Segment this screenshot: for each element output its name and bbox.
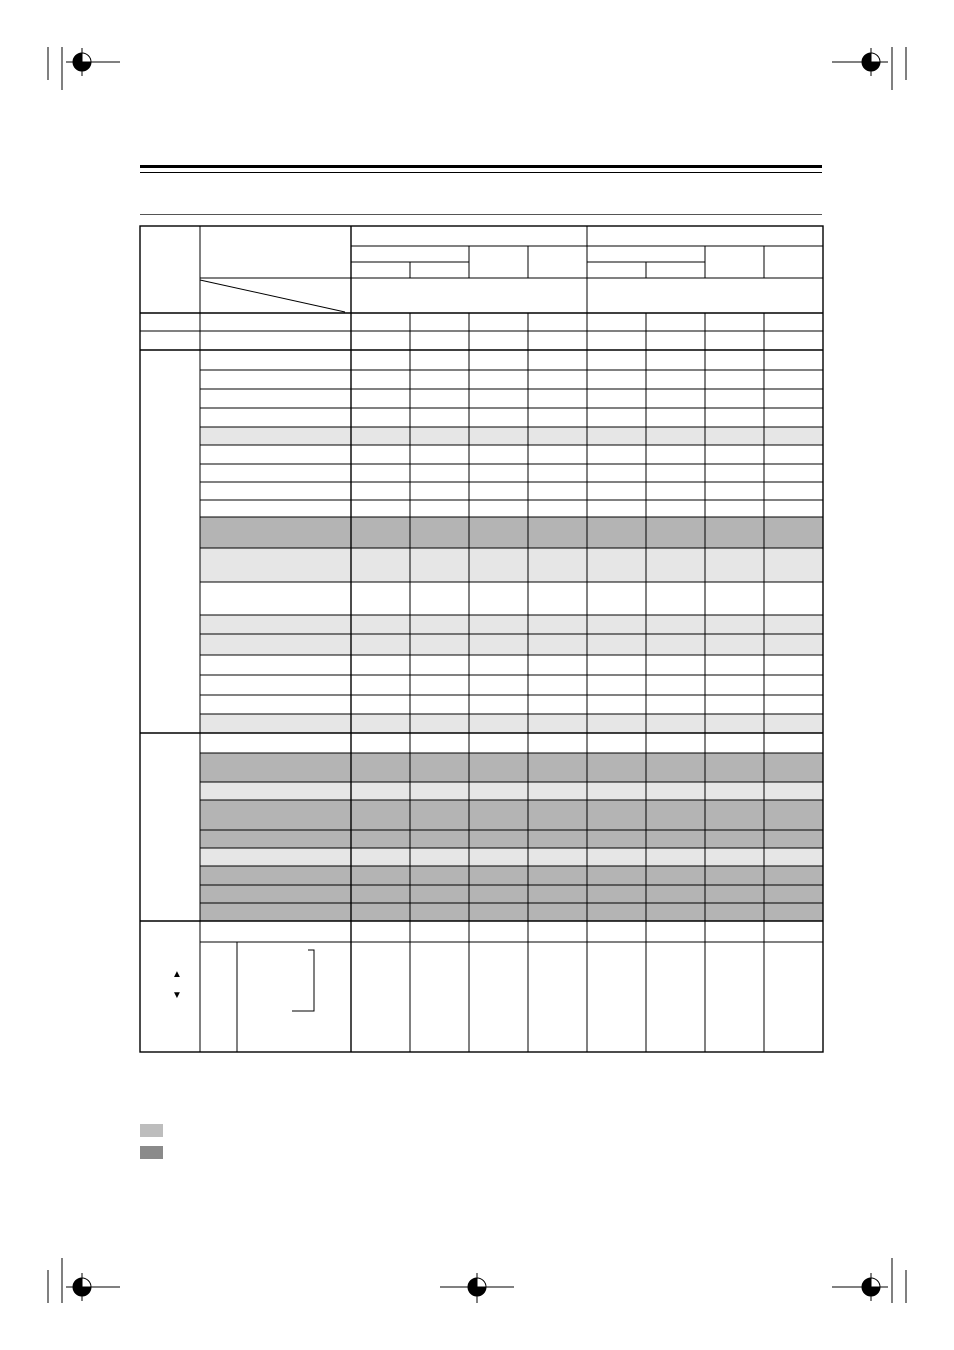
table-row bbox=[200, 885, 823, 903]
table-row bbox=[200, 903, 823, 921]
table-row bbox=[200, 753, 823, 782]
arrow-up-icon: ▲ bbox=[172, 969, 182, 980]
header-diagonal bbox=[200, 280, 345, 312]
table-row bbox=[200, 615, 823, 634]
table-row bbox=[200, 866, 823, 885]
legend-swatch-light bbox=[140, 1124, 163, 1137]
legend-swatch-dark bbox=[140, 1146, 163, 1159]
table-row bbox=[200, 427, 823, 445]
table-row bbox=[200, 800, 823, 830]
table-row bbox=[200, 848, 823, 866]
table-row bbox=[200, 714, 823, 733]
table-row bbox=[200, 830, 823, 848]
table-row bbox=[200, 517, 823, 548]
table-row bbox=[200, 634, 823, 655]
arrow-down-icon: ▼ bbox=[172, 990, 182, 1001]
table-row bbox=[200, 782, 823, 800]
table-row bbox=[200, 548, 823, 582]
bracket-line bbox=[292, 950, 314, 1011]
